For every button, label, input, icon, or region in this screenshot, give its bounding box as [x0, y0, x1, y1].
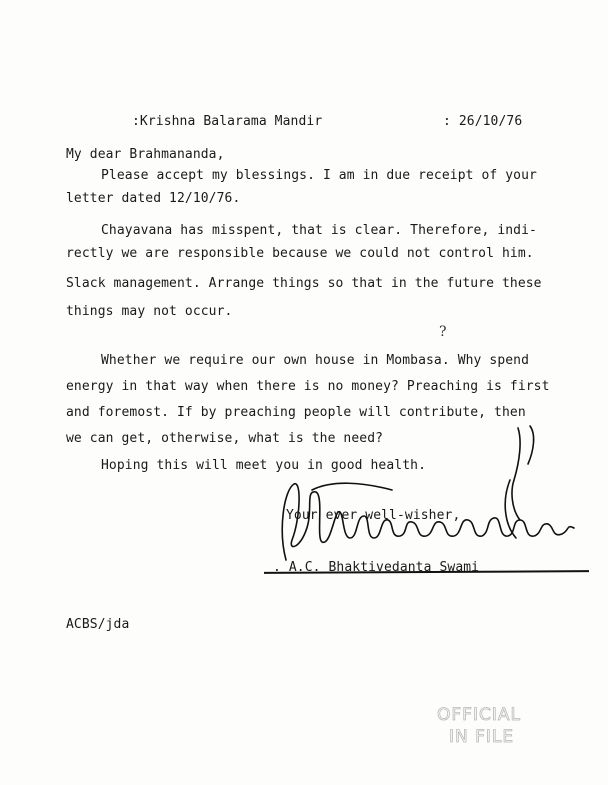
closing: Your ever well-wisher, — [286, 508, 461, 523]
body-line: rectly we are responsible because we could not control him. — [66, 246, 534, 261]
body-line: Please accept my blessings. I am in due receipt of your — [101, 168, 537, 183]
handwritten-signature — [272, 420, 592, 570]
body-line: we can get, otherwise, what is the need? — [66, 431, 384, 446]
body-line: Chayavana has misspent, that is clear. Therefore, indi- — [101, 223, 537, 238]
body-line: letter dated 12/10/76. — [66, 191, 241, 206]
body-line: Slack management. Arrange things so that in the future these — [66, 276, 542, 291]
body-line: things may not occur. — [66, 304, 233, 319]
stamp-line-1: OFFICIAL — [437, 705, 521, 725]
stamp-line-2: IN FILE — [449, 727, 515, 747]
body-line: energy in that way when there is no money? Preaching is first — [66, 379, 550, 394]
letter-place: :Krishna Balarama Mandir — [132, 114, 323, 129]
reference-initials: ACBS/jda — [66, 617, 130, 632]
body-line: Hoping this will meet you in good health. — [101, 458, 426, 473]
salutation: My dear Brahmananda, — [66, 147, 225, 162]
body-line: Whether we require our own house in Mombasa. Why spend — [101, 353, 530, 368]
body-line: and foremost. If by preaching people will contribute, then — [66, 405, 526, 420]
signatory-name: . A.C. Bhaktivedanta Swami — [273, 560, 480, 575]
margin-question-mark: ? — [439, 324, 447, 340]
letter-date: : 26/10/76 — [443, 114, 523, 129]
official-in-file-stamp — [433, 700, 543, 748]
